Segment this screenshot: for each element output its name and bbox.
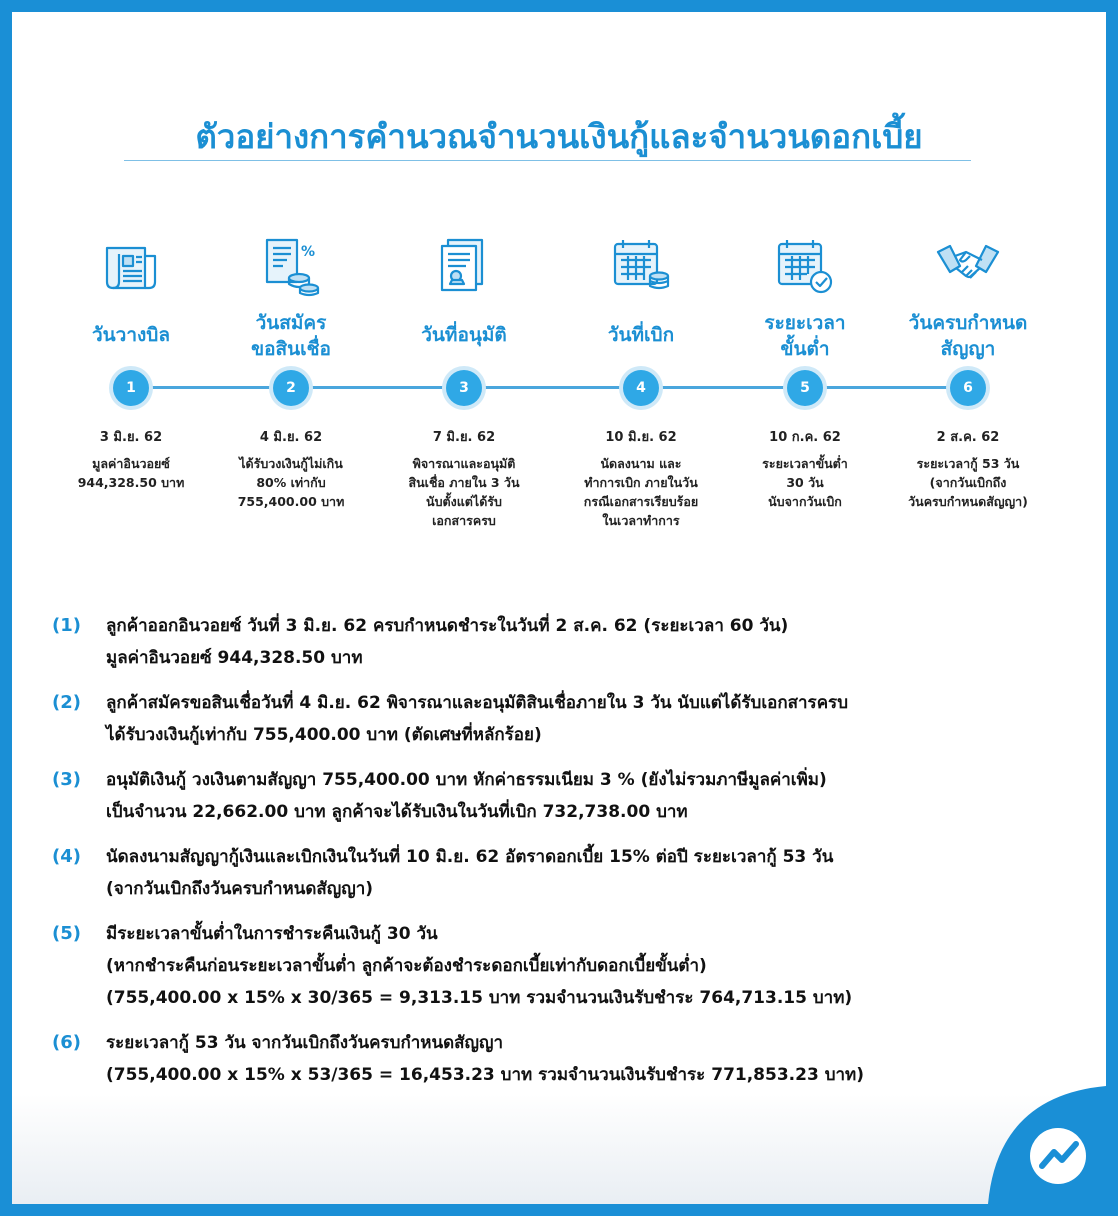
step-desc: พิจารณาและอนุมัติ สินเชื่อ ภายใน 3 วัน นับตั้งแต่ได้รับ เอกสารครบ <box>408 456 520 528</box>
step-label: วันที่อนุมัติ <box>421 324 507 346</box>
note-item <box>52 764 1072 828</box>
step-desc: ระยะเวลากู้ 53 วัน (จากวันเบิกถึง วันครบกำหนดสัญญา) <box>908 456 1028 509</box>
note-item <box>52 841 1072 905</box>
timeline-step-3 <box>374 12 554 572</box>
card-fade <box>12 1094 1106 1204</box>
approval-document-icon <box>432 234 496 298</box>
note-number: (1) <box>52 615 81 636</box>
note-number: (2) <box>52 692 81 713</box>
step-date: 10 ก.ค. 62 <box>769 430 841 445</box>
step-node-5: 5 <box>787 370 823 406</box>
note-number: (5) <box>52 923 81 944</box>
note-line: มูลค่าอินวอยซ์ 944,328.50 บาท <box>106 648 363 668</box>
step-date: 2 ส.ค. 62 <box>936 430 1000 445</box>
step-node-1: 1 <box>113 370 149 406</box>
step-node-2: 2 <box>273 370 309 406</box>
step-desc: ระยะเวลาขั้นต่ำ 30 วัน นับจากวันเบิก <box>762 456 848 509</box>
step-date: 4 มิ.ย. 62 <box>259 430 323 445</box>
newspaper-icon <box>99 234 163 298</box>
note-item <box>52 918 1072 1014</box>
note-line: (จากวันเบิกถึงวันครบกำหนดสัญญา) <box>106 879 374 899</box>
timeline-step-1 <box>41 12 221 572</box>
note-line: ลูกค้าสมัครขอสินเชื่อวันที่ 4 มิ.ย. 62 พิจารณาและอนุมัติสินเชื่อภายใน 3 วัน นับแต่ได้รับเอกสารครบ <box>106 693 848 713</box>
step-label: วันวางบิล <box>92 324 170 346</box>
trend-logo-icon <box>988 1086 1106 1204</box>
step-label: วันครบกำหนด สัญญา <box>908 312 1028 360</box>
step-desc: นัดลงนาม และ ทำการเบิก ภายในวัน กรณีเอกสารเรียบร้อย ในเวลาทำการ <box>583 456 699 528</box>
note-line: นัดลงนามสัญญากู้เงินและเบิกเงินในวันที่ 10 มิ.ย. 62 อัตราดอกเบี้ย 15% ต่อปี ระยะเวลากู้ 53 วัน <box>106 847 834 867</box>
note-item <box>52 1027 1072 1091</box>
calendar-coins-icon <box>609 234 673 298</box>
calendar-check-icon <box>773 234 837 298</box>
step-label: วันสมัคร ขอสินเชื่อ <box>251 312 331 360</box>
note-line: ลูกค้าออกอินวอยซ์ วันที่ 3 มิ.ย. 62 ครบกำหนดชำระในวันที่ 2 ส.ค. 62 (ระยะเวลา 60 วัน) <box>106 616 789 636</box>
handshake-icon <box>936 234 1000 298</box>
svg-text:%: % <box>301 244 316 260</box>
step-date: 7 มิ.ย. 62 <box>432 430 496 445</box>
note-number: (6) <box>52 1032 81 1053</box>
document-coins-icon <box>259 234 323 298</box>
timeline-step-4 <box>551 12 731 572</box>
note-line: ระยะเวลากู้ 53 วัน จากวันเบิกถึงวันครบกำหนดสัญญา <box>106 1033 504 1053</box>
note-item <box>52 687 1072 751</box>
step-node-3: 3 <box>446 370 482 406</box>
note-item <box>52 610 1072 674</box>
note-line: อนุมัติเงินกู้ วงเงินตามสัญญา 755,400.00 บาท หักค่าธรรมเนียม 3 % (ยังไม่รวมภาษีมูลค่าเพิ่ม) <box>106 770 827 790</box>
note-line: (755,400.00 x 15% x 30/365 = 9,313.15 บาท รวมจำนวนเงินรับชำระ 764,713.15 บาท) <box>106 988 853 1008</box>
step-label: ระยะเวลา ขั้นต่ำ <box>764 312 846 360</box>
timeline-step-6 <box>878 12 1058 572</box>
notes-list <box>52 610 1072 1104</box>
page-title: ตัวอย่างการคำนวณจำนวนเงินกู้และจำนวนดอกเบี้ย <box>195 117 923 156</box>
step-node-4: 4 <box>623 370 659 406</box>
step-date: 3 มิ.ย. 62 <box>99 430 163 445</box>
step-date: 10 มิ.ย. 62 <box>605 430 677 445</box>
note-line: เป็นจำนวน 22,662.00 บาท ลูกค้าจะได้รับเงินในวันที่เบิก 732,738.00 บาท <box>106 802 688 822</box>
note-line: (755,400.00 x 15% x 53/365 = 16,453.23 บาท รวมจำนวนเงินรับชำระ 771,853.23 บาท) <box>106 1065 865 1085</box>
step-node-6: 6 <box>950 370 986 406</box>
step-label: วันที่เบิก <box>607 324 675 346</box>
step-desc: มูลค่าอินวอยซ์ 944,328.50 บาท <box>77 456 185 490</box>
timeline-step-5 <box>715 12 895 572</box>
note-number: (4) <box>52 846 81 867</box>
timeline-step-2 <box>201 12 381 572</box>
note-line: ได้รับวงเงินกู้เท่ากับ 755,400.00 บาท (ตัดเศษที่หลักร้อย) <box>106 725 542 745</box>
note-number: (3) <box>52 769 81 790</box>
note-line: มีระยะเวลาขั้นต่ำในการชำระคืนเงินกู้ 30 วัน <box>106 924 438 944</box>
note-line: (หากชำระคืนก่อนระยะเวลาขั้นต่ำ ลูกค้าจะต้องชำระดอกเบี้ยเท่ากับดอกเบี้ยขั้นต่ำ) <box>106 956 707 976</box>
step-desc: ได้รับวงเงินกู้ไม่เกิน 80% เท่ากับ 755,400.00 บาท <box>237 456 345 509</box>
card <box>12 12 1106 1204</box>
